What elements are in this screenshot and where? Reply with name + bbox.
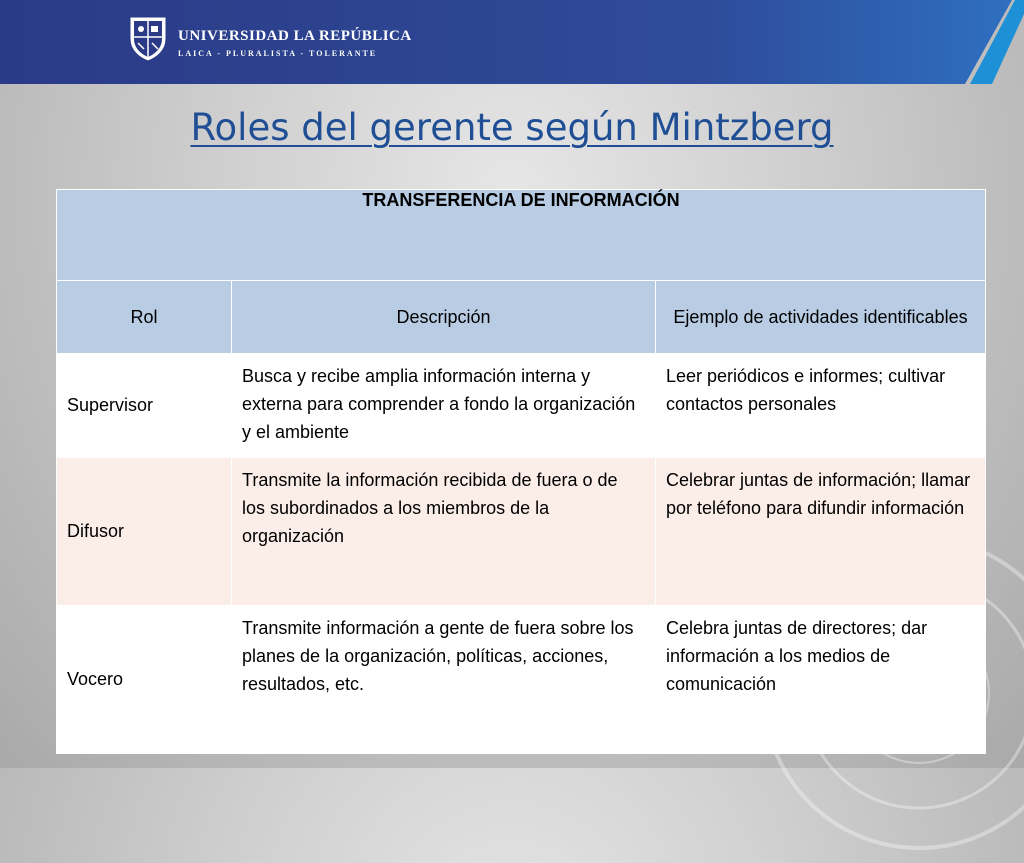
university-name: UNIVERSIDAD LA REPÚBLICA: [178, 28, 412, 44]
descripcion-cell: Transmite la información recibida de fuera o de los subordinados a los miembros de la organización: [232, 458, 656, 606]
rol-cell: Vocero: [57, 606, 232, 754]
rol-cell: Supervisor: [57, 354, 232, 458]
descripcion-cell: Transmite información a gente de fuera sobre los planes de la organización, políticas, acciones, resultados, etc.: [232, 606, 656, 754]
university-motto: LAICA - PLURALISTA - TOLERANTE: [178, 49, 378, 58]
header-bar: [0, 0, 1024, 84]
table-header-row: [57, 281, 986, 354]
university-logo: [126, 13, 170, 63]
table-row: [57, 458, 986, 606]
table-row: [57, 606, 986, 754]
roles-table: [56, 189, 986, 754]
slide-title-wrap: [0, 106, 1024, 149]
column-header-ejemplo: Ejemplo de actividades identificables: [656, 281, 986, 354]
column-header-rol: Rol: [57, 281, 232, 354]
table-banner: TRANSFERENCIA DE INFORMACIÓN: [57, 190, 986, 281]
descripcion-cell: Busca y recibe amplia información interna y externa para comprender a fondo la organización y el ambiente: [232, 354, 656, 458]
ejemplo-cell: Celebra juntas de directores; dar información a los medios de comunicación: [656, 606, 986, 754]
table-banner-row: [57, 190, 986, 281]
table-row: [57, 354, 986, 458]
rol-cell: Difusor: [57, 458, 232, 606]
column-header-descripcion: Descripción: [232, 281, 656, 354]
slide-title: Roles del gerente según Mintzberg: [190, 106, 834, 149]
ejemplo-cell: Celebrar juntas de información; llamar por teléfono para difundir información: [656, 458, 986, 606]
ejemplo-cell: Leer periódicos e informes; cultivar contactos personales: [656, 354, 986, 458]
